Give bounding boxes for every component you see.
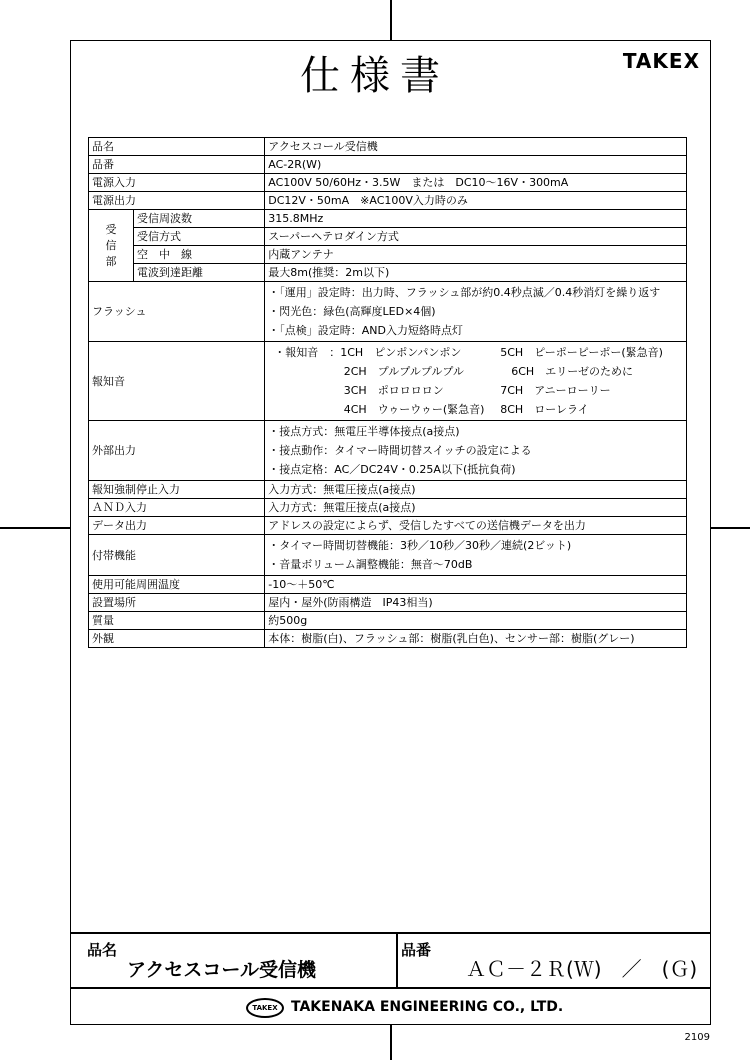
alarm-channel: 5CH ピーポーピーポー(緊急音) (500, 346, 663, 359)
spec-value-data-output: アドレスの設定によらず、受信したすべての送信機データを出力 (265, 517, 687, 535)
spec-value-location: 屋内・屋外(防雨構造 IP43相当) (265, 594, 687, 612)
spec-label-model-name: 品名 (89, 138, 265, 156)
flash-line: ・閃光色：緑色(高輝度LED×4個) (268, 305, 436, 318)
extra-function-line: ・タイマー時間切替機能：3秒／10秒／30秒／連続(2ビット) (268, 539, 572, 552)
spec-label-power-output: 電源出力 (89, 192, 265, 210)
footer-name-label: 品名 (87, 941, 118, 959)
external-output-line: ・接点定格：AC／DC24V・0.25A以下(抵抗負荷) (268, 463, 516, 476)
footer-mid-rule (71, 987, 710, 989)
spec-label-forced-stop: 報知強制停止入力 (89, 481, 265, 499)
spec-value-extra-functions (265, 535, 687, 576)
spec-value-flash (265, 282, 687, 342)
spec-value-appearance: 本体：樹脂(白)、フラッシュ部：樹脂(乳白色)、センサー部：樹脂(グレー) (265, 630, 687, 648)
table-row (89, 264, 687, 282)
alarm-row (268, 343, 683, 362)
external-output-line: ・接点動作：タイマー時間切替スイッチの設定による (268, 444, 532, 457)
spec-value-weight: 約500g (265, 612, 687, 630)
company-name: TAKENAKA ENGINEERING CO., LTD. (291, 999, 564, 1015)
table-row (89, 192, 687, 210)
spec-label-antenna: 空 中 線 (134, 246, 265, 264)
spec-label-flash: フラッシュ (89, 282, 265, 342)
table-row (89, 612, 687, 630)
spec-label-location: 設置場所 (89, 594, 265, 612)
spec-value-alarm (265, 342, 687, 421)
alarm-channel: 3CH ポロロロロン (274, 384, 444, 397)
crop-mark-top (390, 0, 392, 40)
spec-label-temperature: 使用可能周囲温度 (89, 576, 265, 594)
spec-value-external-output (265, 421, 687, 481)
spec-label-power-input: 電源入力 (89, 174, 265, 192)
footer-number-label: 品番 (401, 941, 432, 959)
company-logo: TAKEX (246, 998, 284, 1018)
spec-value-power-input: AC100V 50/60Hz・3.5W または DC10～16V・300mA (265, 174, 687, 192)
alarm-row (268, 362, 683, 381)
crop-mark-right (711, 527, 750, 529)
table-row (89, 156, 687, 174)
flash-line: ・「点検」設定時：AND入力短絡時点灯 (268, 324, 463, 337)
crop-mark-left (0, 527, 70, 529)
spec-value-method: スーパーヘテロダイン方式 (265, 228, 687, 246)
alarm-channel: 8CH ローレライ (500, 403, 589, 416)
external-output-line: ・接点方式：無電圧半導体接点(a接点) (268, 425, 460, 438)
footer-top-rule (71, 932, 710, 934)
spec-value-model-name: アクセスコール受信機 (265, 138, 687, 156)
alarm-row (268, 400, 683, 419)
document-code: 2109 (684, 1032, 710, 1043)
table-row (89, 499, 687, 517)
spec-value-range: 最大8m(推奨：2m以下) (265, 264, 687, 282)
spec-label-appearance: 外観 (89, 630, 265, 648)
alarm-row (268, 381, 683, 400)
alarm-channel: 7CH アニーローリー (500, 384, 611, 397)
spec-table (88, 137, 687, 648)
table-row (89, 282, 687, 342)
receiver-group-char: 信 (105, 238, 117, 252)
page-title: 仕様書 (300, 53, 450, 99)
footer-divider (396, 932, 398, 988)
table-row (89, 174, 687, 192)
footer-number-value: ＡＣ－２Ｒ(Ｗ) ／ (Ｇ) (466, 957, 698, 981)
footer-name-value: アクセスコール受信機 (127, 959, 317, 981)
spec-value-model-number: AC-2R(W) (265, 156, 687, 174)
table-row (89, 630, 687, 648)
spec-value-frequency: 315.8MHz (265, 210, 687, 228)
table-row (89, 228, 687, 246)
spec-label-range: 電波到達距離 (134, 264, 265, 282)
receiver-group-char: 受 (105, 222, 117, 236)
table-row (89, 481, 687, 499)
table-row (89, 342, 687, 421)
table-row (89, 535, 687, 576)
spec-label-weight: 質量 (89, 612, 265, 630)
spec-label-frequency: 受信周波数 (134, 210, 265, 228)
spec-label-alarm: 報知音 (89, 342, 265, 421)
spec-label-extra-functions: 付帯機能 (89, 535, 265, 576)
table-row (89, 246, 687, 264)
spec-label-external-output: 外部出力 (89, 421, 265, 481)
spec-value-and-input: 入力方式：無電圧接点(a接点) (265, 499, 687, 517)
spec-label-and-input: ＡＮＤ入力 (89, 499, 265, 517)
spec-value-power-output: DC12V・50mA ※AC100V入力時のみ (265, 192, 687, 210)
alarm-channel: 2CH プルプルプルプル (274, 365, 464, 378)
crop-mark-bottom (390, 1025, 392, 1060)
alarm-channel: 6CH エリーゼのために (500, 365, 633, 378)
receiver-group-char: 部 (105, 254, 117, 268)
table-row (89, 594, 687, 612)
spec-value-antenna: 内蔵アンテナ (265, 246, 687, 264)
brand-logo: TAKEX (622, 49, 700, 73)
table-row (89, 138, 687, 156)
spec-label-method: 受信方式 (134, 228, 265, 246)
table-row (89, 421, 687, 481)
alarm-channel: ・報知音 ：1CH ピンポンパンポン (274, 346, 462, 359)
table-row (89, 517, 687, 535)
spec-value-forced-stop: 入力方式：無電圧接点(a接点) (265, 481, 687, 499)
spec-value-temperature: -10～＋50℃ (265, 576, 687, 594)
spec-label-data-output: データ出力 (89, 517, 265, 535)
flash-line: ・「運用」設定時：出力時、フラッシュ部が約0.4秒点滅／0.4秒消灯を繰り返す (268, 286, 661, 299)
extra-function-line: ・音量ボリューム調整機能：無音～70dB (268, 558, 473, 571)
alarm-channel: 4CH ウゥーウゥー(緊急音) (274, 403, 485, 416)
table-row (89, 210, 687, 228)
receiver-group-label (89, 210, 134, 282)
spec-label-model-number: 品番 (89, 156, 265, 174)
table-row (89, 576, 687, 594)
